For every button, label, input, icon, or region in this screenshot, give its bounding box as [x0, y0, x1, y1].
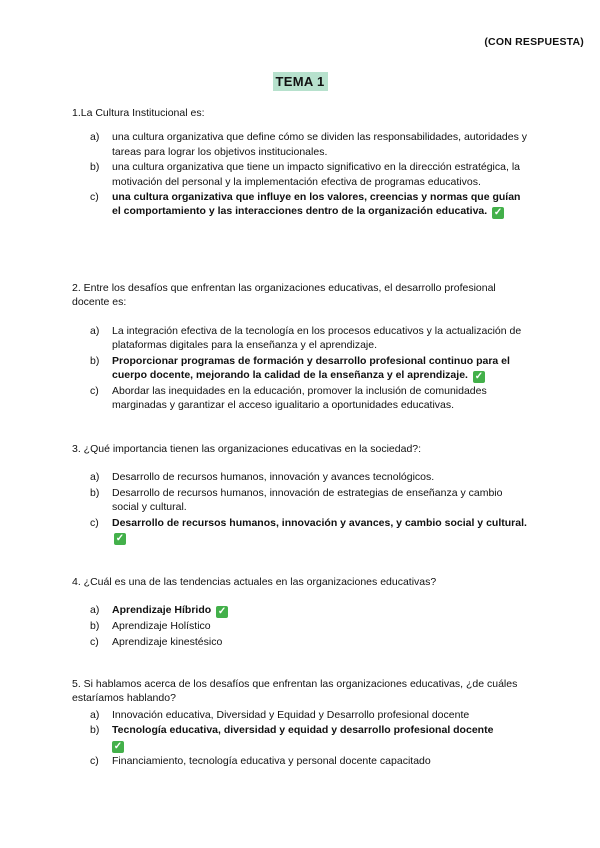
- checkmark-icon: ✓: [217, 606, 227, 618]
- option-letter: b): [90, 486, 100, 499]
- option-text: Desarrollo de recursos humanos, innovación y avances, y cambio social y cultural: [112, 516, 524, 529]
- option-text: una cultura organizativa que define cómo se dividen las responsabilidades, autoridades y tareas para lograr los objetivos institucionales.: [112, 131, 528, 158]
- option-letter: c): [90, 635, 99, 648]
- option-letter: a): [90, 604, 100, 617]
- option-text: Desarrollo de recursos humanos, innovación y avances tecnológicos.: [112, 471, 435, 484]
- options-list: [72, 324, 532, 413]
- question-5: [72, 677, 532, 769]
- question-3: [72, 442, 532, 546]
- option-text: Abordar las inequidades en la educación, promover la inclusión de comunidades marginadas y garantizar el acceso igualitario a oportunidades educativas.: [112, 385, 487, 412]
- question-text: 1.La Cultura Institucional es:: [72, 107, 205, 119]
- question-1: [72, 106, 532, 220]
- options-list: [72, 470, 532, 545]
- option-letter: b): [90, 724, 100, 737]
- option-a: [72, 324, 532, 353]
- option-letter: c): [90, 516, 99, 529]
- checkmark-icon: ✓: [115, 533, 125, 545]
- option-text-wrap: Desarrollo de recursos humanos, innovación y avances, y cambio social y cultural. ✓: [112, 516, 527, 545]
- option-letter: b): [90, 354, 100, 367]
- option-text: Innovación educativa, Diversidad y Equidad y Desarrollo profesional docente: [112, 708, 470, 721]
- option-text-wrap: una cultura organizativa que influye en los valores, creencias y normas que guían el comportamiento y las interacciones dentro de la organización educativa. ✓: [112, 191, 521, 219]
- question-2: [72, 281, 532, 414]
- question-text: 2. Entre los desafíos que enfrentan las organizaciones educativas, el desarrollo profesional docente es:: [72, 282, 496, 309]
- option-letter: c): [90, 191, 99, 204]
- option-letter: b): [90, 620, 100, 633]
- question-text: 3. ¿Qué importancia tienen las organizaciones educativas en la sociedad?:: [72, 443, 422, 455]
- option-a: [72, 708, 532, 722]
- title-wrap: [0, 72, 600, 91]
- checkmark-icon: ✓: [474, 371, 484, 383]
- page-title: TEMA 1: [273, 72, 328, 91]
- options-list: [72, 130, 532, 219]
- option-letter: a): [90, 131, 100, 144]
- option-text: Aprendizaje Híbrido: [112, 604, 212, 617]
- option-b-correct: [72, 354, 532, 383]
- option-b: [72, 486, 532, 515]
- option-c-correct: [72, 516, 532, 545]
- option-a-correct: [72, 603, 532, 618]
- option-text-wrap: [112, 723, 532, 752]
- option-text: Tecnología educativa, diversidad y equidad y desarrollo profesional docente: [112, 724, 494, 737]
- question-text: 4. ¿Cuál es una de las tendencias actuales en las organizaciones educativas?: [72, 576, 437, 588]
- option-text: Aprendizaje kinestésico: [112, 635, 223, 648]
- option-a: [72, 130, 532, 159]
- answer-key-note: (CON RESPUESTA): [484, 36, 584, 48]
- option-c: [72, 754, 532, 768]
- checkmark-icon: ✓: [493, 207, 503, 219]
- option-text-wrap: [112, 603, 532, 618]
- option-text: una cultura organizativa que influye en los valores, creencias y normas que guían el comportamiento y las interacciones dentro de la organización educativa: [112, 191, 521, 218]
- option-letter: c): [90, 385, 99, 398]
- option-c: [72, 384, 532, 413]
- option-letter: b): [90, 161, 100, 174]
- option-text: Desarrollo de recursos humanos, innovación de estrategias de enseñanza y cambio social y cultural.: [112, 486, 503, 514]
- option-b-correct: [72, 723, 532, 752]
- option-text: una cultura organizativa que tiene un impacto significativo en la dirección estratégica, la motivación del personal y la implementación efectiva de programas educativos.: [112, 161, 520, 188]
- option-letter: a): [90, 471, 100, 484]
- option-text-wrap: Proporcionar programas de formación y desarrollo profesional continuo para el cuerpo docente, mejorando la calidad de la enseñanza y el aprendizaje. ✓: [112, 354, 510, 383]
- options-list: [72, 603, 532, 649]
- option-text: La integración efectiva de la tecnología en los procesos educativos y la actualización de plataformas digitales para la enseñanza y el aprendizaje.: [112, 324, 522, 352]
- option-b: [72, 160, 532, 189]
- option-b: [72, 619, 532, 633]
- option-text: Aprendizaje Holístico: [112, 620, 211, 633]
- checkmark-icon: ✓: [113, 740, 123, 752]
- option-a: [72, 470, 532, 484]
- option-text: Proporcionar programas de formación y desarrollo profesional continuo para el cuerpo docente, mejorando la calidad de la enseñanza y el aprendizaje: [112, 354, 510, 382]
- option-letter: a): [90, 708, 100, 721]
- option-c: [72, 635, 532, 649]
- question-4: [72, 575, 532, 650]
- question-text: 5. Si hablamos acerca de los desafíos que enfrentan las organizaciones educativas, ¿de cuáles estaríamos hablando?: [72, 678, 518, 705]
- option-text: Financiamiento, tecnología educativa y personal docente capacitado: [112, 754, 431, 767]
- option-letter: c): [90, 754, 99, 767]
- option-letter: a): [90, 324, 100, 337]
- options-list: [72, 708, 532, 768]
- option-c-correct: [72, 190, 532, 219]
